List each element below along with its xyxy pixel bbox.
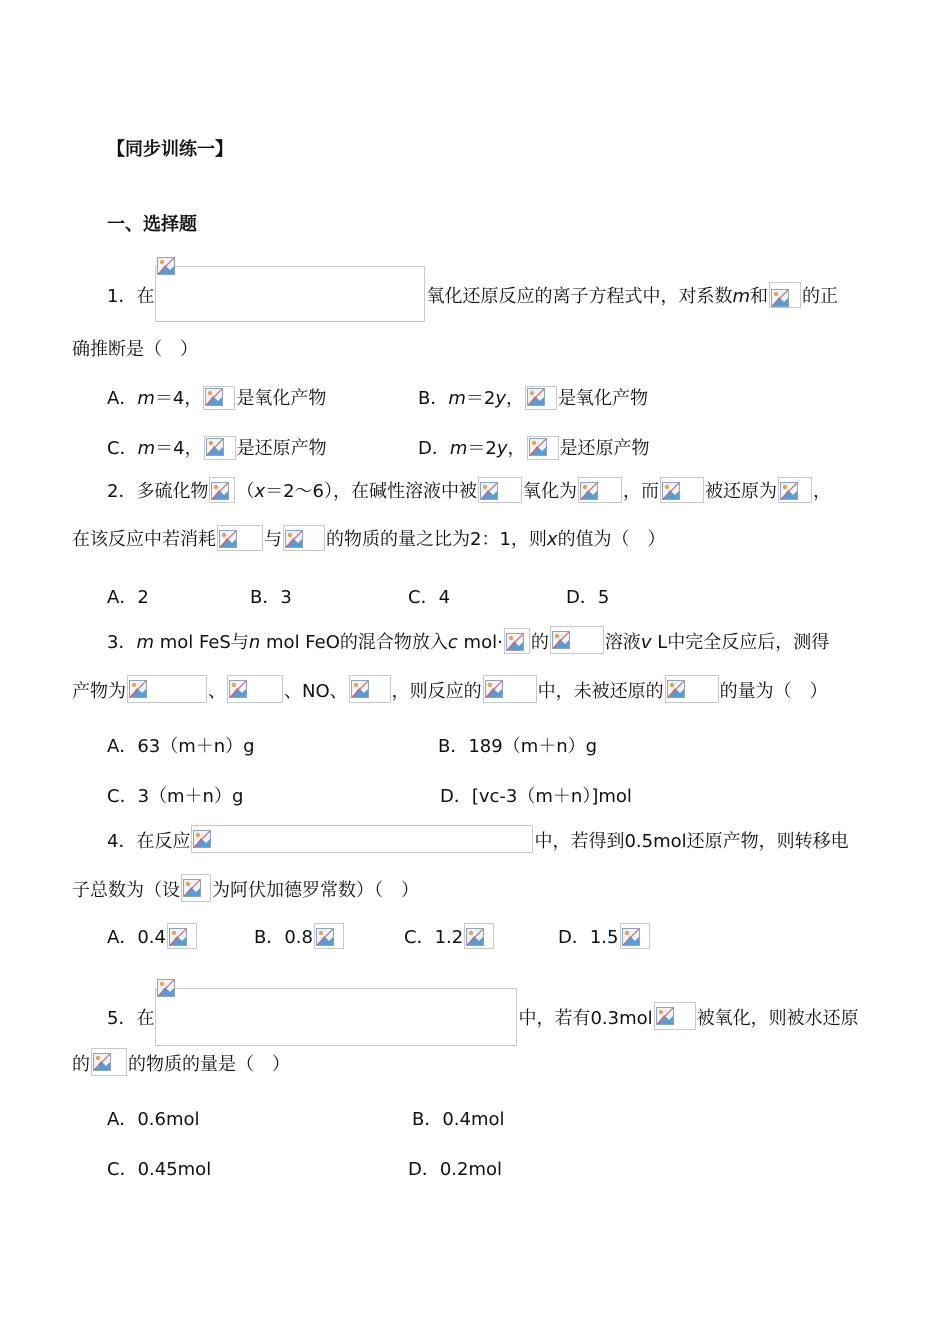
q3-option-c[interactable]: C．3（m＋n）g bbox=[107, 786, 244, 807]
broken-image-icon bbox=[167, 923, 197, 949]
question-2-line-1: 2．多硫化物 （x＝2～6），在碱性溶液中被 氧化为 ，而 被还原为 ， bbox=[107, 477, 831, 504]
question-3-line-2: 产物为 、 、NO、 ，则反应的 中，未被还原的 的量为（ ） bbox=[72, 675, 828, 704]
broken-image-icon bbox=[550, 626, 604, 654]
q3-option-b[interactable]: B．189（m＋n）g bbox=[438, 736, 598, 757]
q3-option-a[interactable]: A．63（m＋n）g bbox=[107, 736, 255, 757]
broken-image-icon bbox=[314, 923, 344, 949]
broken-image-icon bbox=[181, 874, 211, 902]
q5-option-b[interactable]: B．0.4mol bbox=[412, 1109, 505, 1130]
broken-image-icon bbox=[349, 675, 391, 703]
q2-option-a[interactable]: A．2 bbox=[107, 587, 149, 608]
broken-image-icon bbox=[660, 477, 704, 503]
q2-option-b[interactable]: B．3 bbox=[250, 587, 292, 608]
q4-option-c[interactable]: C．1.2 bbox=[404, 923, 495, 950]
broken-image-icon bbox=[127, 675, 207, 703]
broken-image-icon bbox=[654, 1002, 696, 1030]
broken-image-icon bbox=[155, 988, 517, 1046]
q1-option-b[interactable]: B．m＝2y， 是氧化产物 bbox=[418, 388, 649, 409]
broken-image-icon bbox=[483, 675, 537, 703]
broken-image-icon bbox=[504, 628, 530, 654]
broken-image-icon bbox=[578, 477, 622, 503]
question-4-line-1: 4．在反应 中，若得到0.5mol还原产物，则转移电 bbox=[107, 825, 849, 854]
q5-option-a[interactable]: A．0.6mol bbox=[107, 1109, 200, 1130]
broken-image-icon bbox=[203, 386, 235, 410]
section-title: 【同步训练一】 bbox=[107, 139, 233, 160]
question-2-line-2: 在该反应中若消耗 与 的物质的量之比为2：1，则x的值为（ ） bbox=[72, 525, 666, 552]
question-1-line-2: 确推断是（ ） bbox=[72, 339, 198, 360]
broken-image-icon bbox=[227, 675, 283, 703]
q4-option-d[interactable]: D．1.5 bbox=[558, 923, 651, 950]
q3-option-d[interactable]: D．[vc-3（m＋n）]mol bbox=[440, 786, 632, 807]
broken-image-icon bbox=[283, 525, 325, 551]
question-5-line-1: 5．在 中，若有0.3mol 被氧化，则被水还原 bbox=[107, 988, 859, 1046]
q1-option-c[interactable]: C．m＝4， 是还原产物 bbox=[107, 438, 327, 459]
broken-image-icon bbox=[191, 825, 533, 853]
broken-image-icon bbox=[91, 1048, 127, 1076]
question-1-line-1: 1．在 氧化还原反应的离子方程式中，对系数m和 的正 bbox=[107, 266, 838, 322]
broken-image-icon bbox=[769, 282, 801, 308]
broken-image-icon bbox=[217, 525, 263, 551]
broken-image-icon bbox=[464, 923, 494, 949]
q5-option-c[interactable]: C．0.45mol bbox=[107, 1159, 212, 1180]
q2-option-d[interactable]: D．5 bbox=[566, 587, 610, 608]
broken-image-icon bbox=[155, 266, 425, 322]
broken-image-icon bbox=[525, 386, 557, 410]
broken-image-icon bbox=[478, 477, 522, 503]
broken-image-icon bbox=[778, 477, 812, 503]
broken-image-icon bbox=[527, 436, 559, 460]
broken-image-icon bbox=[665, 675, 719, 703]
q5-option-d[interactable]: D．0.2mol bbox=[408, 1159, 503, 1180]
q1-option-a[interactable]: A．m＝4， 是氧化产物 bbox=[107, 388, 327, 409]
q1-option-d[interactable]: D．m＝2y， 是还原产物 bbox=[418, 438, 650, 459]
section-subtitle: 一、选择题 bbox=[107, 214, 197, 235]
question-3-line-1: 3．m mol FeS与n mol FeO的混合物放入c mol· 的 溶液v L中完全反应后，测得 bbox=[107, 626, 829, 655]
q4-option-a[interactable]: A．0.4 bbox=[107, 923, 198, 950]
broken-image-icon bbox=[209, 477, 235, 503]
broken-image-icon bbox=[204, 436, 236, 460]
q2-option-c[interactable]: C．4 bbox=[408, 587, 451, 608]
q4-option-b[interactable]: B．0.8 bbox=[254, 923, 345, 950]
question-4-line-2: 子总数为（设 为阿伏加德罗常数）（ ） bbox=[72, 874, 419, 903]
question-5-line-2: 的 的物质的量是（ ） bbox=[72, 1048, 290, 1077]
broken-image-icon bbox=[620, 923, 650, 949]
